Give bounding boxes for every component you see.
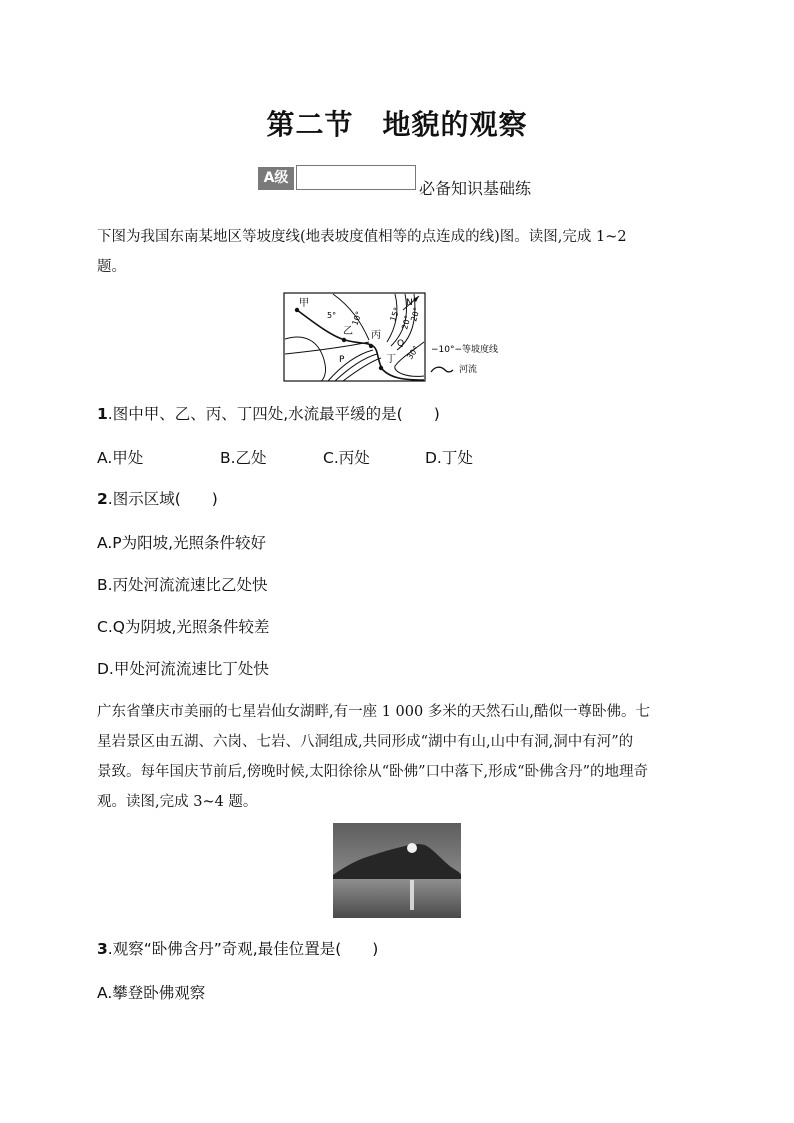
label-jia: 甲 [299, 298, 309, 309]
intro2-line3: 景致。每年国庆节前后,傍晚时候,太阳徐徐从“卧佛”口中落下,形成“卧佛含丹”的地理奇 [97, 764, 648, 780]
intro2-line1: 广东省肇庆市美丽的七星岩仙女湖畔,有一座 1 000 多米的天然石山,酷似一尊卧佛。七 [97, 704, 650, 720]
question-3-option-a[interactable]: A.攀登卧佛观察 [97, 984, 206, 1002]
contour-label-30: 30° [405, 344, 421, 362]
contour-label-5: 5° [327, 311, 337, 320]
question-1-option-b[interactable]: B.乙处 [220, 449, 267, 467]
contour-5 [285, 337, 326, 381]
legend-contour: −10°−等坡度线 [431, 345, 499, 355]
intro-paragraph-1 [97, 222, 697, 282]
question-3 [97, 938, 378, 960]
intro1-line1: 下图为我国东南某地区等坡度线(地表坡度值相等的点连成的线)图。读图,完成 1~2 [97, 229, 627, 245]
label-q: Q [397, 339, 405, 349]
level-badge: A级 [258, 167, 294, 190]
legend-river: 河流 [459, 365, 478, 375]
point-ding [379, 366, 383, 370]
photo-sun-reflection [410, 880, 414, 910]
intro-paragraph-2 [97, 697, 697, 817]
question-2-text: .图示区域( ) [107, 490, 218, 508]
question-1-option-c[interactable]: C.丙处 [323, 449, 370, 467]
label-yi: 乙 [343, 326, 353, 337]
level-blank-box [296, 165, 416, 190]
label-bing: 丙 [371, 330, 381, 341]
section-title: 第二节 地貌的观察 [266, 108, 528, 141]
label-p: P [339, 355, 345, 365]
contour-label-10: 10° [350, 310, 364, 327]
question-1-number: 1 [97, 405, 108, 423]
question-2-option-c[interactable]: C.Q为阴坡,光照条件较差 [97, 618, 270, 636]
contour-label-20b: 20° [409, 306, 422, 323]
question-1-option-a[interactable]: A.甲处 [97, 449, 144, 467]
question-1-option-d[interactable]: D.丁处 [425, 449, 473, 467]
question-1-text: .图中甲、乙、丙、丁四处,水流最平缓的是( ) [107, 405, 440, 423]
question-2-number: 2 [97, 490, 108, 508]
photo-lake [333, 879, 461, 918]
question-3-number: 3 [97, 940, 108, 958]
point-yi [342, 338, 346, 342]
photo-sun [407, 843, 417, 853]
intro1-line2: 题。 [97, 259, 126, 275]
level-label: 必备知识基础练 [419, 179, 532, 198]
question-2-option-d[interactable]: D.甲处河流流速比丁处快 [97, 660, 269, 678]
question-3-text: .观察“卧佛含丹”奇观,最佳位置是( ) [107, 940, 379, 958]
point-bing [369, 344, 373, 348]
question-2 [97, 488, 218, 510]
contour-label-15: 15° [388, 306, 402, 323]
legend-river-icon [431, 367, 453, 372]
question-2-option-a[interactable]: A.P为阳坡,光照条件较好 [97, 534, 267, 552]
north-label: N [406, 298, 413, 308]
sunset-photo [333, 823, 461, 918]
slope-contour-map [283, 292, 513, 384]
question-1 [97, 403, 440, 425]
label-ding: 丁 [386, 354, 396, 365]
intro2-line4: 观。读图,完成 3~4 题。 [97, 794, 258, 810]
question-2-option-b[interactable]: B.丙处河流流速比乙处快 [97, 576, 268, 594]
intro2-line2: 星岩景区由五湖、六岗、七岩、八洞组成,共同形成“湖中有山,山中有洞,洞中有河”的 [97, 734, 634, 750]
contour-label-20: 20° [400, 314, 413, 331]
contour-10b [285, 342, 369, 354]
